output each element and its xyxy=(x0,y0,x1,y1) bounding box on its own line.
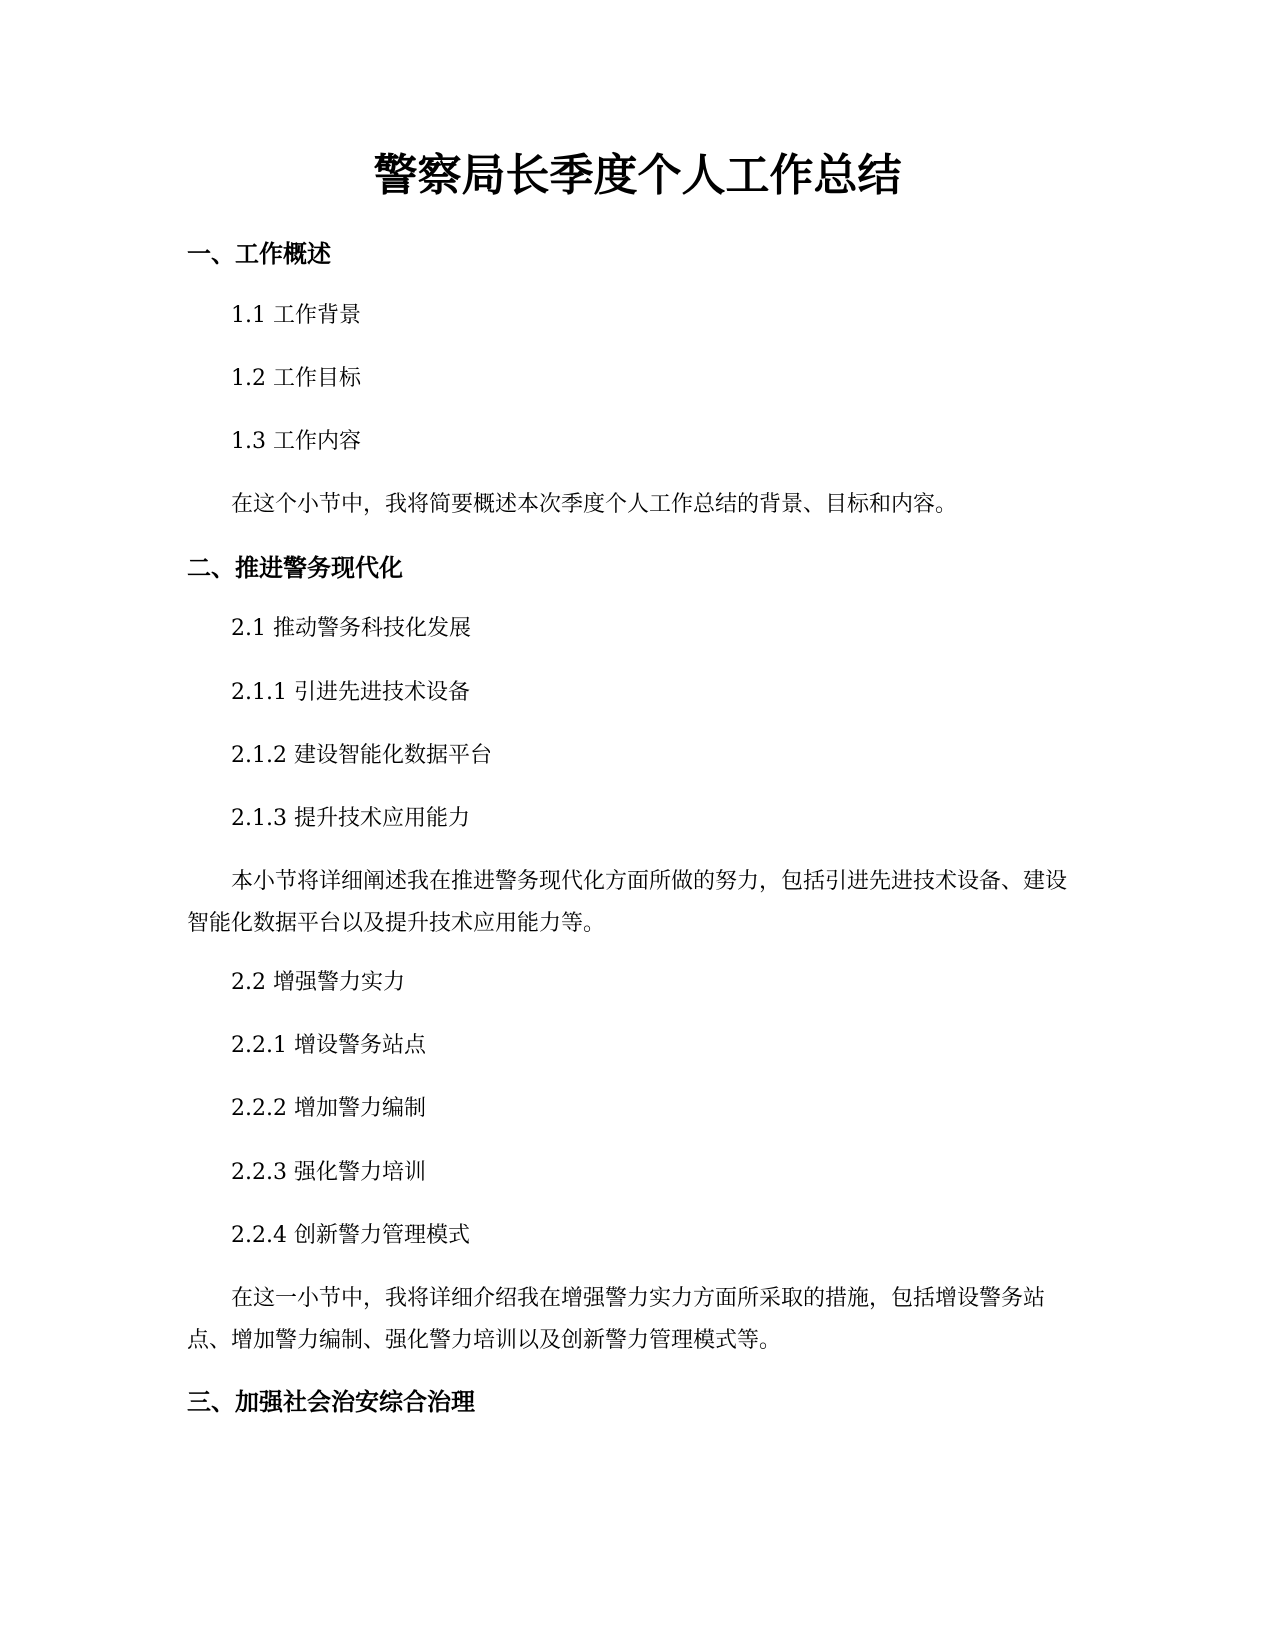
section-heading-modernization: 二、推进警务现代化 xyxy=(187,554,403,582)
list-item: 2.2.2 增加警力编制 xyxy=(231,1096,426,1121)
list-item: 2.1.1 引进先进技术设备 xyxy=(231,680,470,705)
list-item: 2.2.4 创新警力管理模式 xyxy=(231,1223,470,1248)
list-item: 2.1.3 提升技术应用能力 xyxy=(231,806,470,831)
list-item: 1.1 工作背景 xyxy=(231,303,361,328)
list-item: 1.2 工作目标 xyxy=(231,366,361,391)
list-item: 2.2.3 强化警力培训 xyxy=(231,1160,426,1185)
section-paragraph: 在这个小节中，我将简要概述本次季度个人工作总结的背景、目标和内容。 xyxy=(231,492,958,517)
section-paragraph: 在这一小节中，我将详细介绍我在增强警力实力方面所采取的措施，包括增设警务站点、增加警力编制、强化警力培训以及创新警力管理模式等。 xyxy=(187,1286,1046,1353)
section-heading-public-security: 三、加强社会治安综合治理 xyxy=(187,1388,475,1416)
list-item: 2.1.2 建设智能化数据平台 xyxy=(231,743,492,768)
section-heading-overview: 一、工作概述 xyxy=(187,240,331,268)
section-paragraph: 本小节将详细阐述我在推进警务现代化方面所做的努力，包括引进先进技术设备、建设智能化数据平台以及提升技术应用能力等。 xyxy=(187,869,1068,936)
list-item: 2.2.1 增设警务站点 xyxy=(231,1033,426,1058)
list-item: 2.1 推动警务科技化发展 xyxy=(231,616,471,641)
list-item: 2.2 增强警力实力 xyxy=(231,970,405,995)
document-title: 警察局长季度个人工作总结 xyxy=(373,150,902,201)
list-item: 1.3 工作内容 xyxy=(231,429,361,454)
